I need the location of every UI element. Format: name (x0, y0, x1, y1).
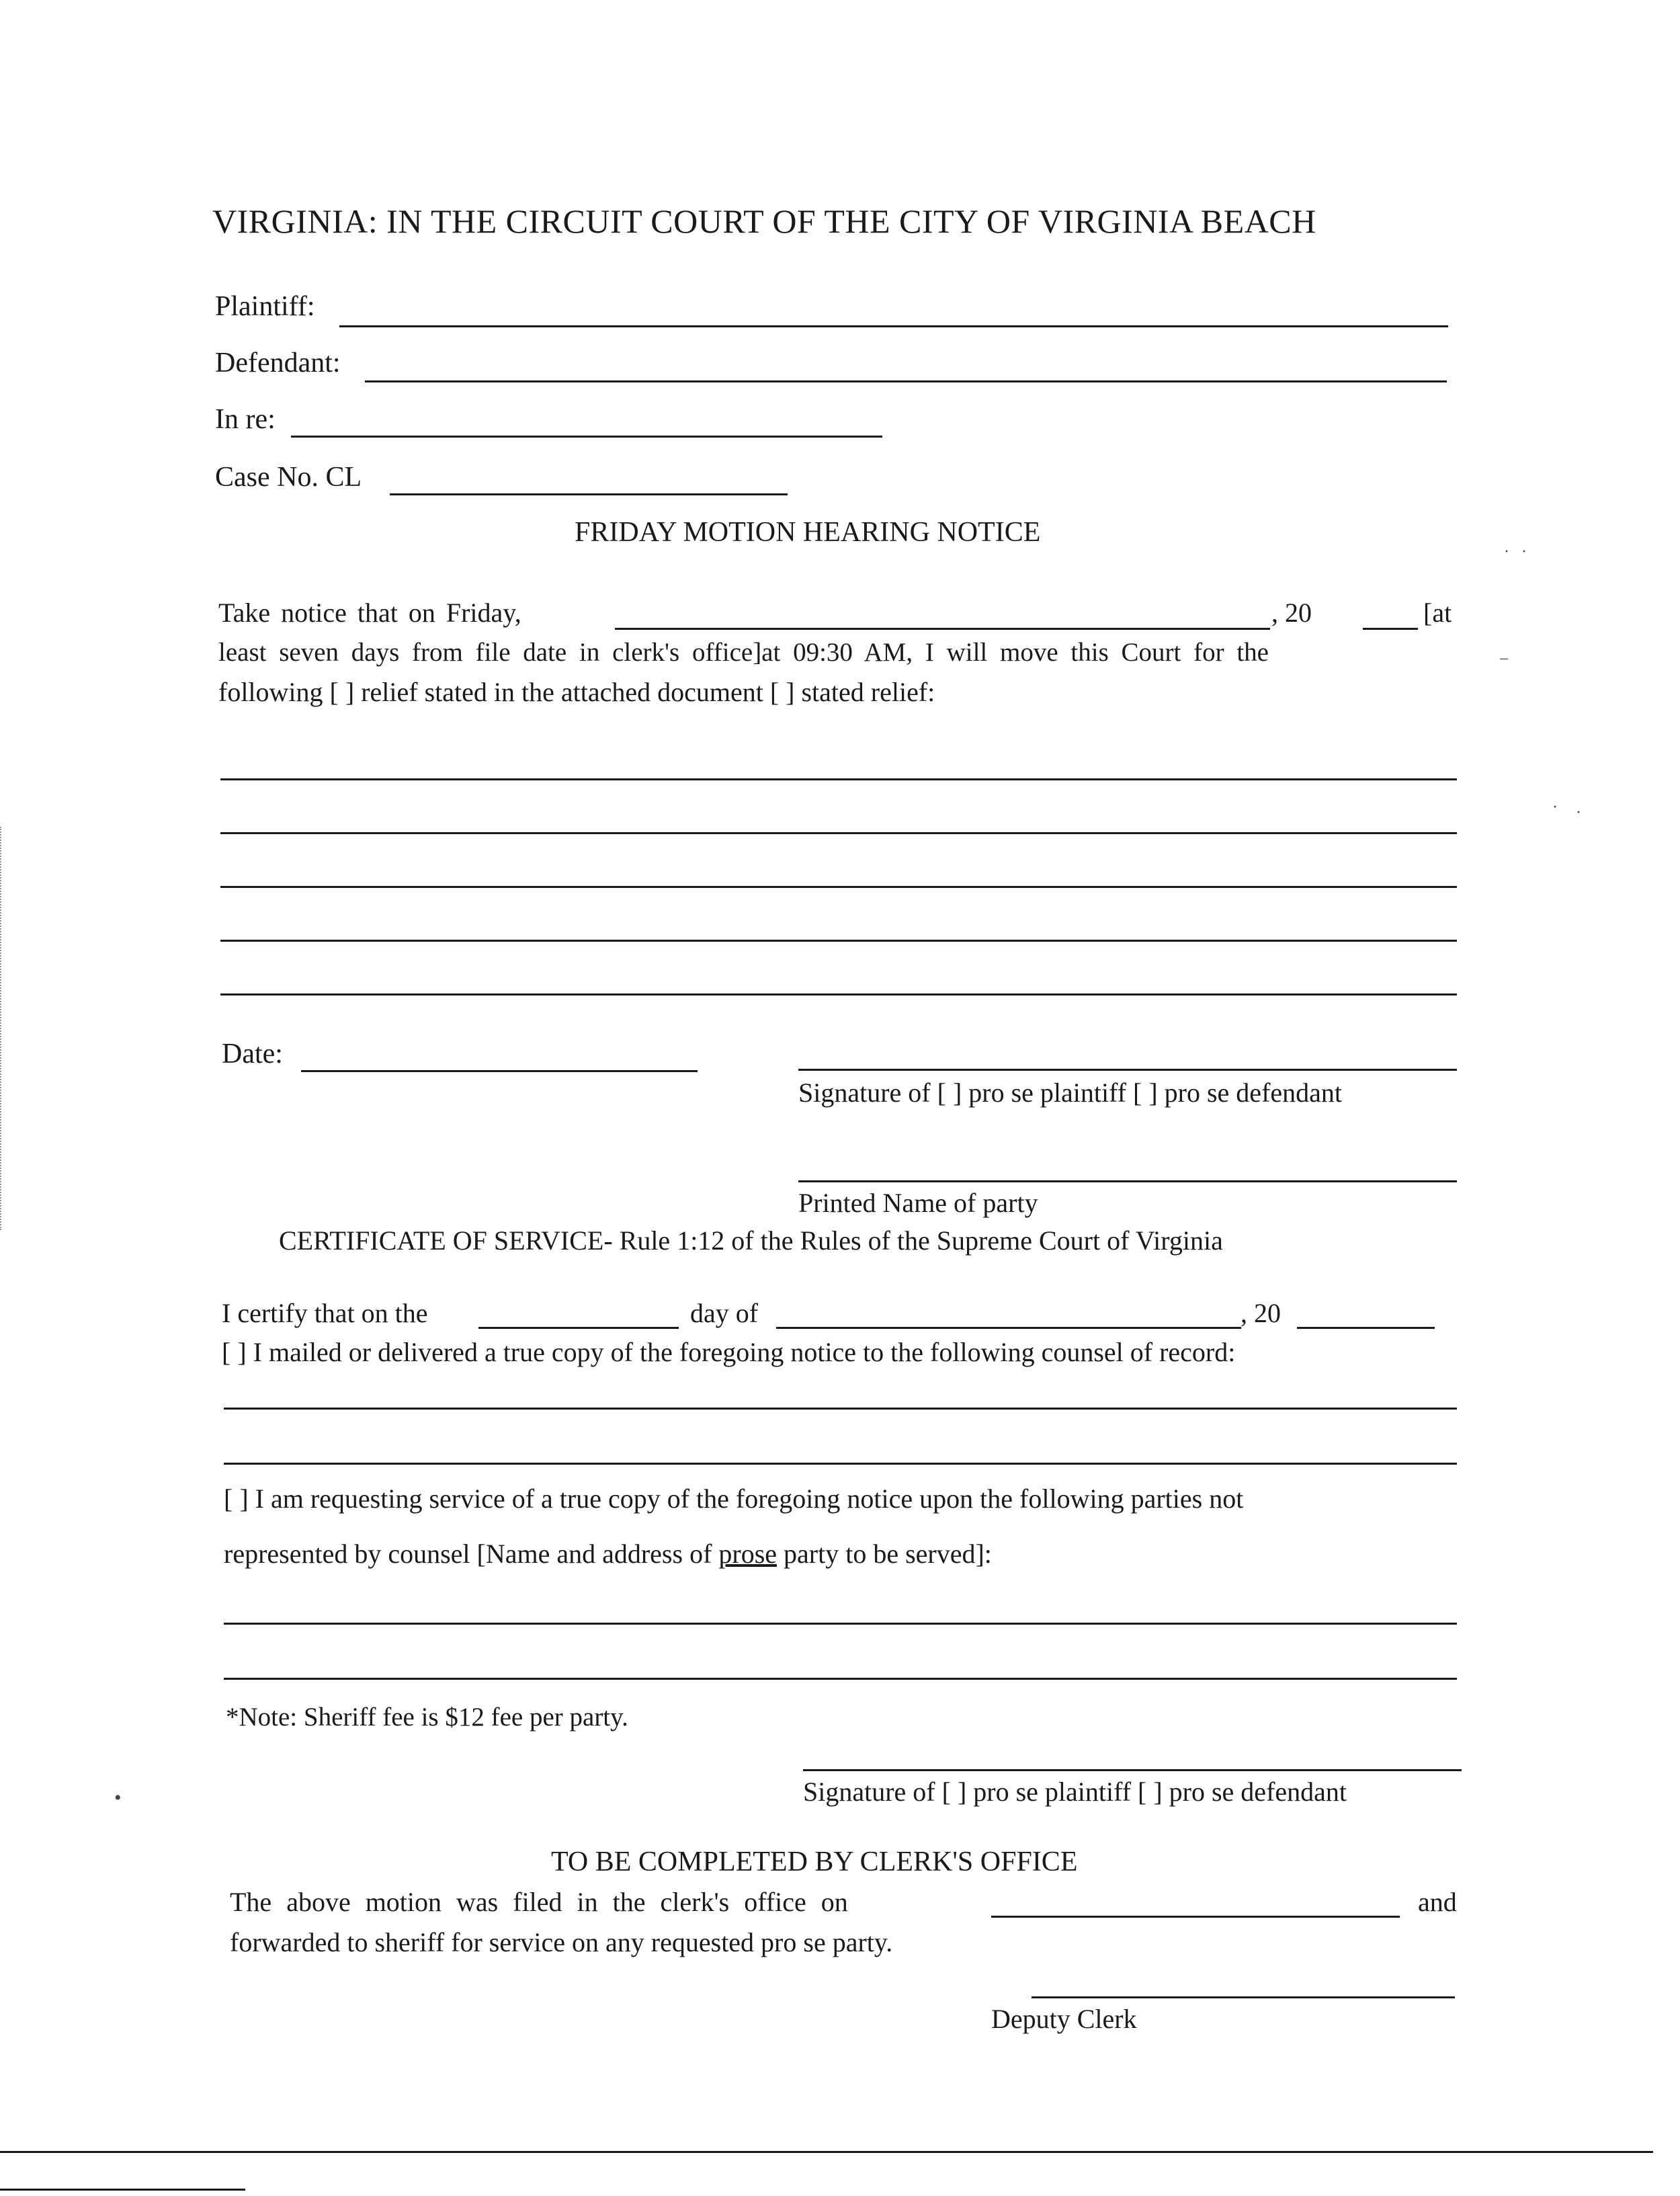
prose-word: prose (718, 1539, 778, 1569)
scan-edge-artifact (0, 827, 3, 1230)
relief-line-3[interactable] (220, 886, 1457, 888)
pro-se-party-line-1[interactable] (224, 1623, 1457, 1625)
deputy-clerk-line[interactable] (1032, 1996, 1455, 1998)
scan-speck: · · (1504, 543, 1527, 561)
plaintiff-line[interactable] (339, 325, 1448, 327)
friday-date-line[interactable] (615, 628, 1270, 630)
page-bottom-short-rule (0, 2189, 245, 2191)
filed-prefix: The above motion was filed in the clerk's office on (230, 1887, 848, 1917)
date-label: Date: (222, 1039, 283, 1069)
counsel-line-1[interactable] (224, 1408, 1457, 1410)
certificate-title: CERTIFICATE OF SERVICE- Rule 1:12 of the Rules of the Supreme Court of Virginia (279, 1225, 1223, 1256)
in-re-label: In re: (215, 404, 276, 435)
mailed-line: [ ] I mailed or delivered a true copy of the foregoing notice to the following counsel of record: (222, 1337, 1236, 1367)
scan-speck: • (114, 1787, 122, 1809)
notice-year-line[interactable] (1363, 628, 1418, 630)
court-title: VIRGINIA: IN THE CIRCUIT COURT OF THE CITY OF VIRGINIA BEACH (212, 202, 1316, 240)
scan-speck: · (1576, 804, 1581, 821)
defendant-label: Defendant: (215, 348, 341, 378)
notice-year-prefix: , 20 (1271, 598, 1312, 628)
represented-suffix: party to be served]: (777, 1539, 992, 1569)
notice-line-2 (218, 637, 1458, 667)
notice-line-2-text: least seven days from file date in clerk's office]at 09:30 AM, I will move this Court for the (218, 638, 1269, 667)
certify-prefix: I certify that on the (222, 1298, 428, 1328)
date-line[interactable] (301, 1070, 698, 1072)
counsel-line-2[interactable] (224, 1463, 1457, 1465)
represented-prefix: represented by counsel [Name and address of (224, 1539, 719, 1569)
notice-line-3: following [ ] relief stated in the attached document [ ] stated relief: (218, 677, 935, 707)
relief-line-4[interactable] (220, 940, 1457, 942)
in-re-line[interactable] (291, 436, 882, 438)
page-bottom-rule (0, 2151, 1653, 2153)
defendant-line[interactable] (365, 380, 1447, 382)
printed-name-caption: Printed Name of party (798, 1188, 1038, 1218)
relief-line-2[interactable] (220, 832, 1457, 834)
deputy-clerk-caption: Deputy Clerk (991, 2004, 1137, 2034)
certify-month-line[interactable] (776, 1327, 1241, 1329)
certify-day-of: day of (690, 1298, 759, 1328)
clerk-title: TO BE COMPLETED BY CLERK'S OFFICE (551, 1846, 1078, 1877)
notice-title: FRIDAY MOTION HEARING NOTICE (575, 517, 1041, 548)
plaintiff-label: Plaintiff: (215, 291, 315, 322)
certify-year-line[interactable] (1297, 1327, 1435, 1329)
take-notice-text: Take notice that on Friday, (218, 598, 521, 628)
certify-day-line[interactable] (478, 1327, 679, 1329)
signature-line-2[interactable] (803, 1769, 1462, 1771)
printed-name-line[interactable] (798, 1180, 1457, 1182)
relief-line-5[interactable] (220, 993, 1457, 995)
pro-se-party-line-2[interactable] (224, 1678, 1457, 1680)
signature-caption-2: Signature of [ ] pro se plaintiff [ ] pro se defendant (803, 1777, 1347, 1807)
signature-line-1[interactable] (798, 1069, 1457, 1071)
sheriff-fee-note: *Note: Sheriff fee is $12 fee per party. (226, 1703, 628, 1732)
relief-line-1[interactable] (220, 778, 1457, 780)
requesting-line: [ ] I am requesting service of a true copy of the foregoing notice upon the following parties not (224, 1483, 1244, 1514)
filed-suffix: and (1418, 1887, 1457, 1917)
represented-line (224, 1538, 992, 1570)
case-no-label: Case No. CL (215, 462, 362, 493)
case-no-line[interactable] (390, 493, 788, 495)
notice-at-bracket: [at (1423, 598, 1452, 628)
forwarded-line: forwarded to sheriff for service on any requested pro se party. (230, 1927, 893, 1957)
filed-date-line[interactable] (991, 1916, 1400, 1918)
certify-year-prefix: , 20 (1241, 1298, 1281, 1328)
scan-speck: · (1552, 799, 1558, 816)
signature-caption-1: Signature of [ ] pro se plaintiff [ ] pro se defendant (798, 1077, 1343, 1108)
scan-speck: – (1500, 649, 1508, 667)
